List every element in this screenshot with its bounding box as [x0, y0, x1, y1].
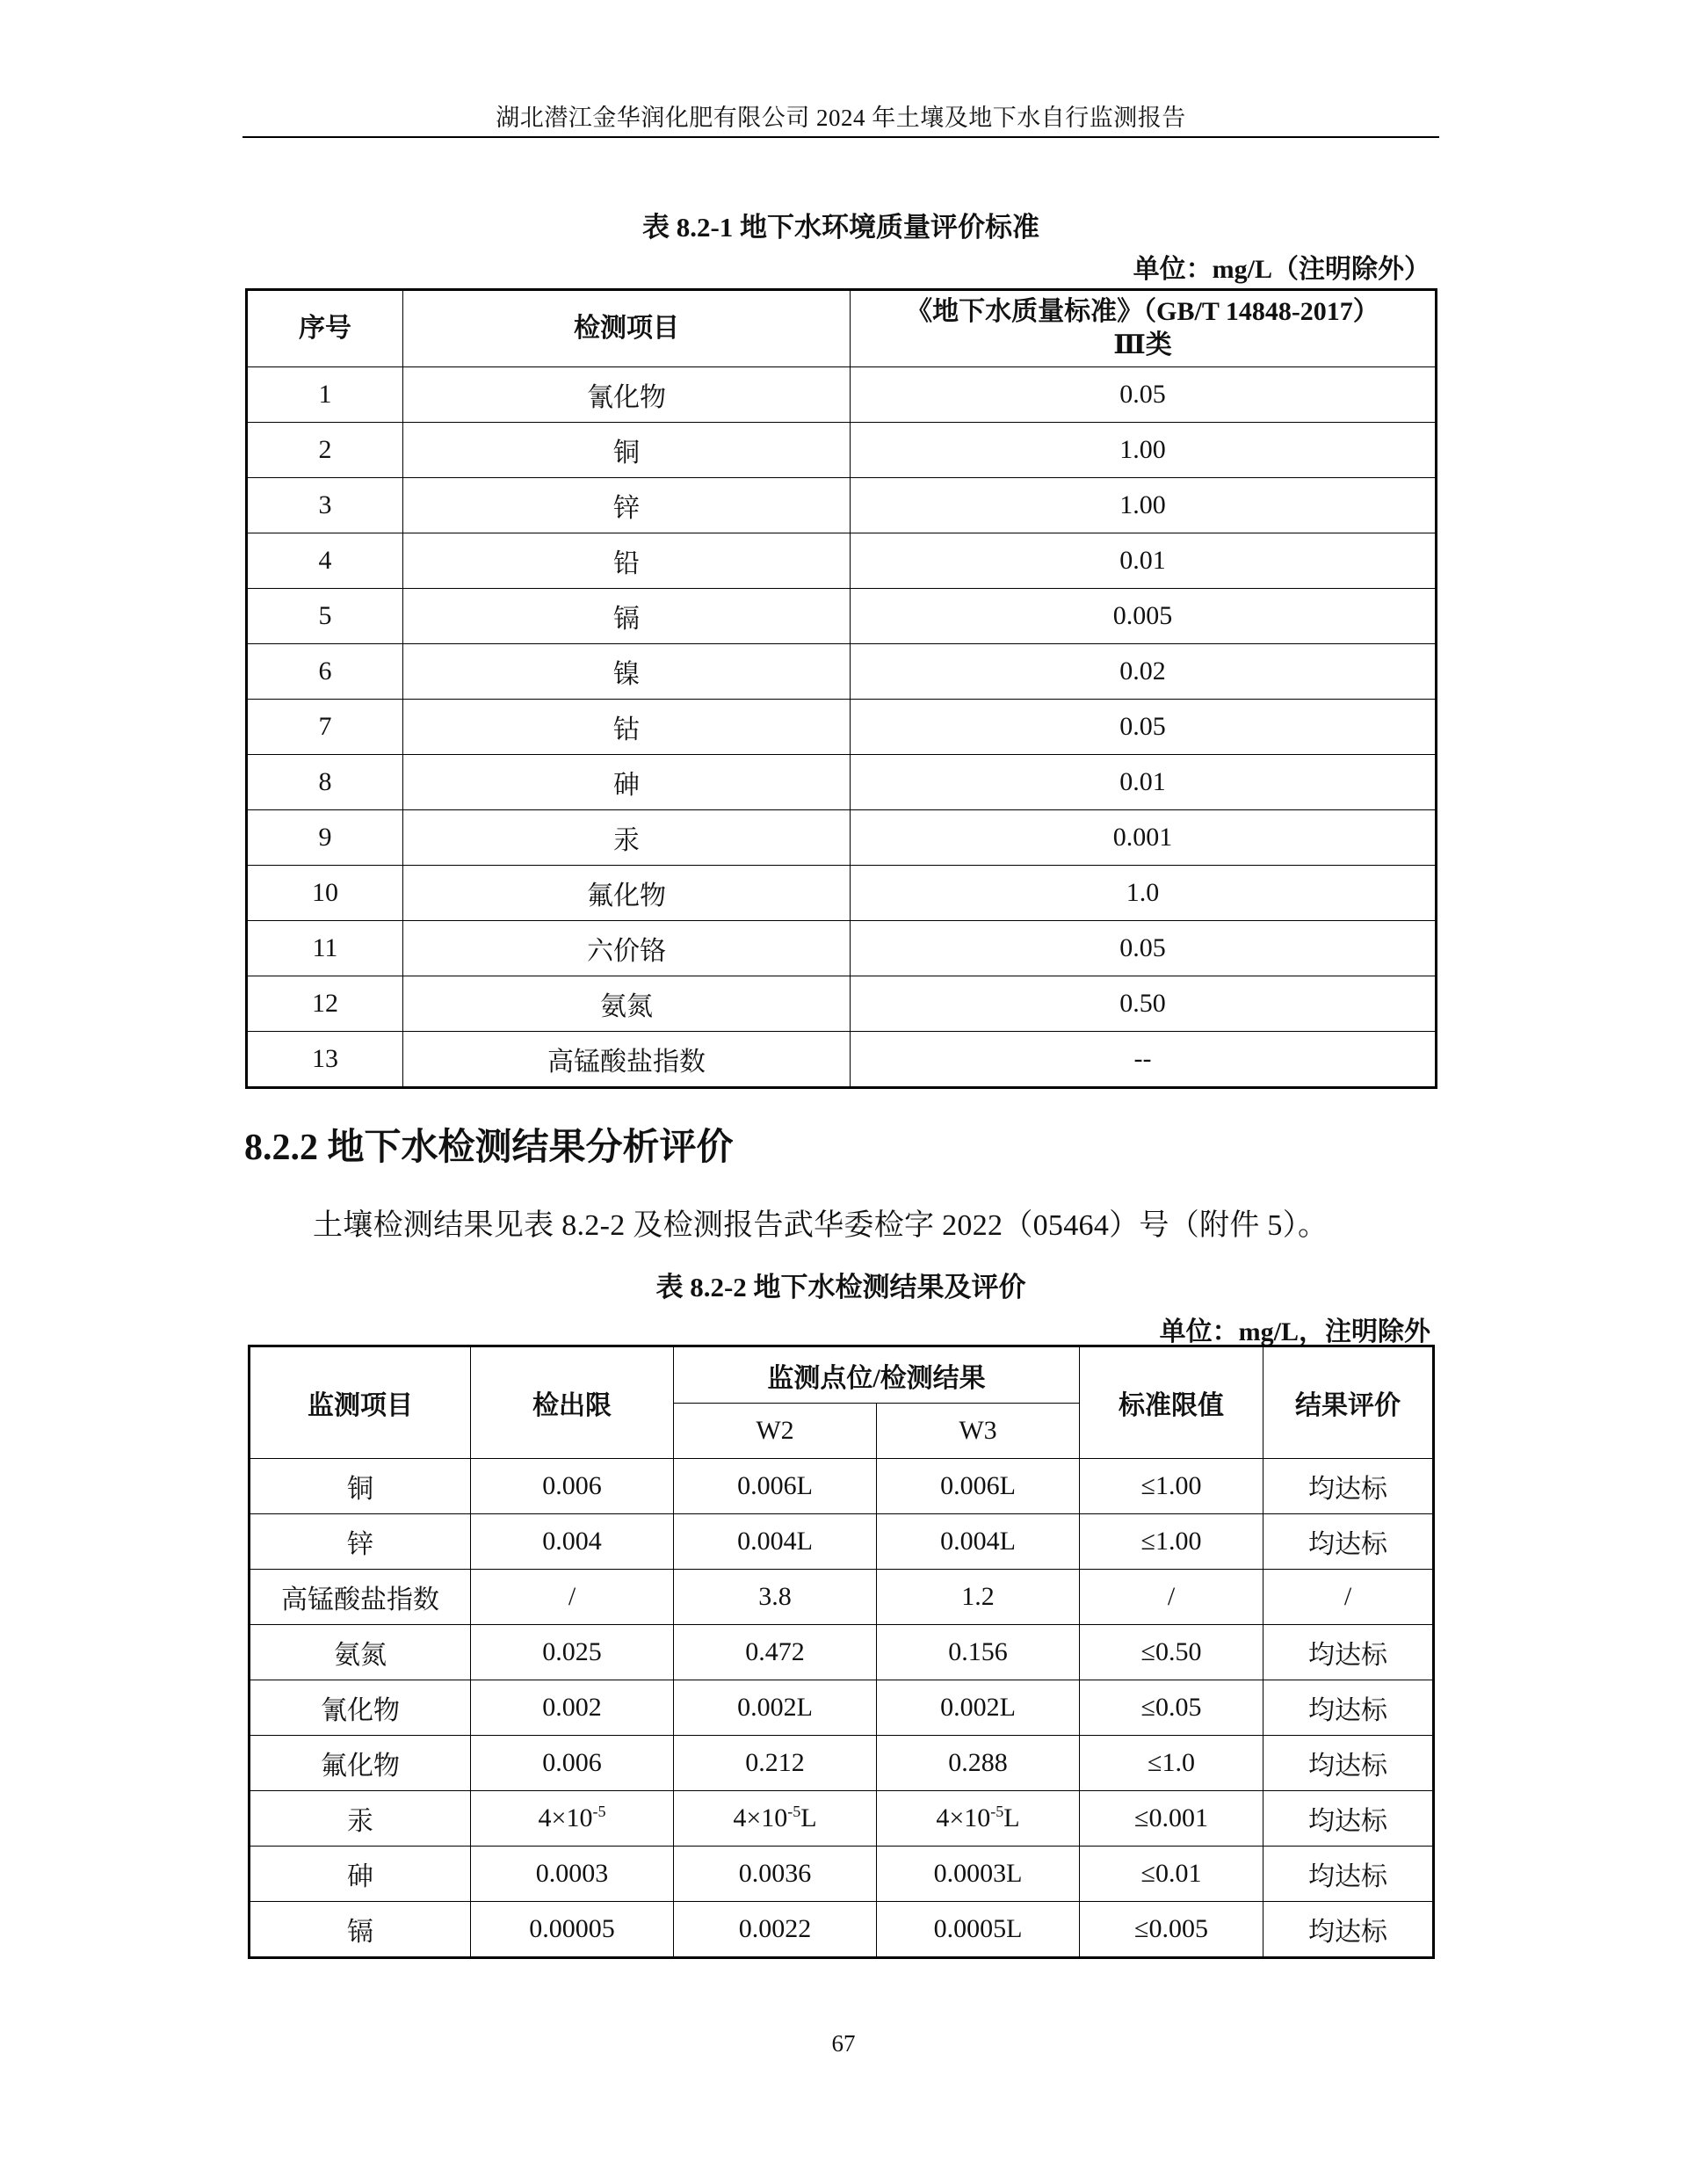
- row-index: 6: [247, 644, 403, 700]
- table2-unit: 单位：mg/L，注明除外: [1159, 1317, 1430, 1346]
- row-index: 11: [247, 921, 403, 976]
- table-row: [247, 644, 1437, 700]
- row-index: 3: [247, 478, 403, 533]
- row-result: 均达标: [1263, 1902, 1434, 1958]
- standard-name: 《地下水质量标准》（GB/T 14848-2017）: [906, 297, 1379, 326]
- table-row: [247, 423, 1437, 478]
- row-w3: 0.006L: [877, 1459, 1080, 1514]
- row-value: 1.00: [851, 423, 1437, 478]
- table-header-row: [247, 290, 1437, 367]
- col-header-w2: W2: [674, 1404, 877, 1459]
- row-value: 0.005: [851, 589, 1437, 644]
- row-w3: 0.004L: [877, 1514, 1080, 1570]
- row-w3: 0.0003L: [877, 1847, 1080, 1902]
- row-w3: 1.2: [877, 1570, 1080, 1625]
- table-row: [250, 1736, 1434, 1791]
- row-standard: ≤0.01: [1080, 1847, 1263, 1902]
- row-item: 锌: [403, 478, 851, 533]
- table-row: [247, 589, 1437, 644]
- table-row: [250, 1902, 1434, 1958]
- row-item: 高锰酸盐指数: [403, 1032, 851, 1088]
- col-header-item: 监测项目: [250, 1346, 471, 1459]
- row-standard: ≤1.00: [1080, 1459, 1263, 1514]
- standard-class: Ⅲ类: [1113, 330, 1172, 359]
- row-item: 锌: [250, 1514, 471, 1570]
- row-limit: 0.006: [471, 1459, 674, 1514]
- table-row: [250, 1680, 1434, 1736]
- row-index: 10: [247, 866, 403, 921]
- row-index: 1: [247, 367, 403, 423]
- groundwater-results-table: [248, 1345, 1435, 1959]
- row-w3: 0.288: [877, 1736, 1080, 1791]
- row-index: 4: [247, 533, 403, 589]
- table-row: [247, 921, 1437, 976]
- table1-unit: 单位：mg/L（注明除外）: [1133, 255, 1430, 284]
- table-row: [247, 810, 1437, 866]
- exp-suffix: L: [1003, 1803, 1020, 1832]
- row-result: 均达标: [1263, 1625, 1434, 1680]
- row-index: 12: [247, 976, 403, 1032]
- row-value: --: [851, 1032, 1437, 1088]
- row-value: 0.05: [851, 367, 1437, 423]
- row-w2: 0.0022: [674, 1902, 877, 1958]
- row-value: 1.00: [851, 478, 1437, 533]
- row-limit: /: [471, 1570, 674, 1625]
- row-standard: ≤0.05: [1080, 1680, 1263, 1736]
- row-result: /: [1263, 1570, 1434, 1625]
- row-item: 砷: [250, 1847, 471, 1902]
- table-row: [247, 976, 1437, 1032]
- col-header-standard: 标准限值: [1080, 1346, 1263, 1459]
- row-w3: 0.0005L: [877, 1902, 1080, 1958]
- row-limit: 0.004: [471, 1514, 674, 1570]
- row-result: 均达标: [1263, 1680, 1434, 1736]
- exp-power: -5: [592, 1803, 606, 1820]
- row-w2: 0.472: [674, 1625, 877, 1680]
- row-w2: 0.0036: [674, 1847, 877, 1902]
- page-number: 67: [831, 2030, 856, 2057]
- row-item: 氟化物: [403, 866, 851, 921]
- col-header-result: 结果评价: [1263, 1346, 1434, 1459]
- row-standard: ≤1.00: [1080, 1514, 1263, 1570]
- body-paragraph: 土壤检测结果见表 8.2-2 及检测报告武华委检字 2022（05464）号（附件 5）。: [313, 1209, 1329, 1242]
- row-item: 汞: [250, 1791, 471, 1847]
- table-row: [250, 1459, 1434, 1514]
- row-w2: 3.8: [674, 1570, 877, 1625]
- row-item: 氰化物: [250, 1680, 471, 1736]
- row-value: 1.0: [851, 866, 1437, 921]
- table-row: [250, 1625, 1434, 1680]
- exp-power: -5: [990, 1803, 1004, 1820]
- row-value: 0.01: [851, 755, 1437, 810]
- row-item: 镉: [403, 589, 851, 644]
- row-standard: ≤1.0: [1080, 1736, 1263, 1791]
- row-item: 汞: [403, 810, 851, 866]
- col-header-w3: W3: [877, 1404, 1080, 1459]
- row-index: 8: [247, 755, 403, 810]
- col-header-item: 检测项目: [403, 290, 851, 367]
- row-standard: ≤0.50: [1080, 1625, 1263, 1680]
- col-header-index: 序号: [247, 290, 403, 367]
- row-limit: [471, 1791, 674, 1847]
- row-item: 高锰酸盐指数: [250, 1570, 471, 1625]
- row-result: 均达标: [1263, 1847, 1434, 1902]
- row-index: 13: [247, 1032, 403, 1088]
- row-result: 均达标: [1263, 1736, 1434, 1791]
- table-row: [250, 1514, 1434, 1570]
- row-item: 氰化物: [403, 367, 851, 423]
- row-item: 钴: [403, 700, 851, 755]
- exp-base: 4×10: [733, 1803, 788, 1832]
- row-w2: 0.002L: [674, 1680, 877, 1736]
- exp-base: 4×10: [936, 1803, 991, 1832]
- table-row: [247, 755, 1437, 810]
- row-value: 0.001: [851, 810, 1437, 866]
- row-value: 0.05: [851, 700, 1437, 755]
- table-header-row: [250, 1346, 1434, 1404]
- row-item: 铜: [250, 1459, 471, 1514]
- row-standard: /: [1080, 1570, 1263, 1625]
- row-result: 均达标: [1263, 1791, 1434, 1847]
- row-standard: ≤0.001: [1080, 1791, 1263, 1847]
- table-row: [247, 367, 1437, 423]
- row-limit: 0.002: [471, 1680, 674, 1736]
- page-header: 湖北潜江金华润化肥有限公司 2024 年土壤及地下水自行监测报告: [496, 105, 1186, 131]
- table-row: [247, 478, 1437, 533]
- row-w2: 0.004L: [674, 1514, 877, 1570]
- row-result: 均达标: [1263, 1514, 1434, 1570]
- table-row: [250, 1847, 1434, 1902]
- row-item: 铜: [403, 423, 851, 478]
- row-item: 氨氮: [250, 1625, 471, 1680]
- row-limit: 0.0003: [471, 1847, 674, 1902]
- row-item: 六价铬: [403, 921, 851, 976]
- row-w2: 0.006L: [674, 1459, 877, 1514]
- row-limit: 0.00005: [471, 1902, 674, 1958]
- section-heading: 8.2.2 地下水检测结果分析评价: [244, 1128, 734, 1168]
- row-w2: 0.212: [674, 1736, 877, 1791]
- row-index: 7: [247, 700, 403, 755]
- table-row: [247, 866, 1437, 921]
- exp-suffix: L: [800, 1803, 817, 1832]
- row-value: 0.50: [851, 976, 1437, 1032]
- table-row: [247, 1032, 1437, 1088]
- row-value: 0.05: [851, 921, 1437, 976]
- table-row: [247, 533, 1437, 589]
- col-header-limit: 检出限: [471, 1346, 674, 1459]
- row-result: 均达标: [1263, 1459, 1434, 1514]
- row-index: 2: [247, 423, 403, 478]
- table-row: [250, 1791, 1434, 1847]
- row-w3: [877, 1791, 1080, 1847]
- row-item: 镍: [403, 644, 851, 700]
- row-index: 9: [247, 810, 403, 866]
- row-item: 氨氮: [403, 976, 851, 1032]
- row-value: 0.01: [851, 533, 1437, 589]
- row-index: 5: [247, 589, 403, 644]
- exp-base: 4×10: [538, 1803, 593, 1832]
- table1-caption: 表 8.2-1 地下水环境质量评价标准: [641, 212, 1040, 243]
- row-item: 砷: [403, 755, 851, 810]
- row-item: 镉: [250, 1902, 471, 1958]
- row-item: 氟化物: [250, 1736, 471, 1791]
- row-standard: ≤0.005: [1080, 1902, 1263, 1958]
- header-rule: [243, 136, 1439, 138]
- row-limit: 0.025: [471, 1625, 674, 1680]
- table-row: [247, 700, 1437, 755]
- row-limit: 0.006: [471, 1736, 674, 1791]
- row-item: 铅: [403, 533, 851, 589]
- row-value: 0.02: [851, 644, 1437, 700]
- groundwater-standard-table: [245, 288, 1437, 1089]
- table-row: [250, 1570, 1434, 1625]
- row-w3: 0.156: [877, 1625, 1080, 1680]
- row-w3: 0.002L: [877, 1680, 1080, 1736]
- col-header-group: 监测点位/检测结果: [674, 1346, 1080, 1404]
- table2-caption: 表 8.2-2 地下水检测结果及评价: [655, 1272, 1026, 1302]
- exp-power: -5: [787, 1803, 801, 1820]
- row-w2: [674, 1791, 877, 1847]
- col-header-standard: [851, 290, 1437, 367]
